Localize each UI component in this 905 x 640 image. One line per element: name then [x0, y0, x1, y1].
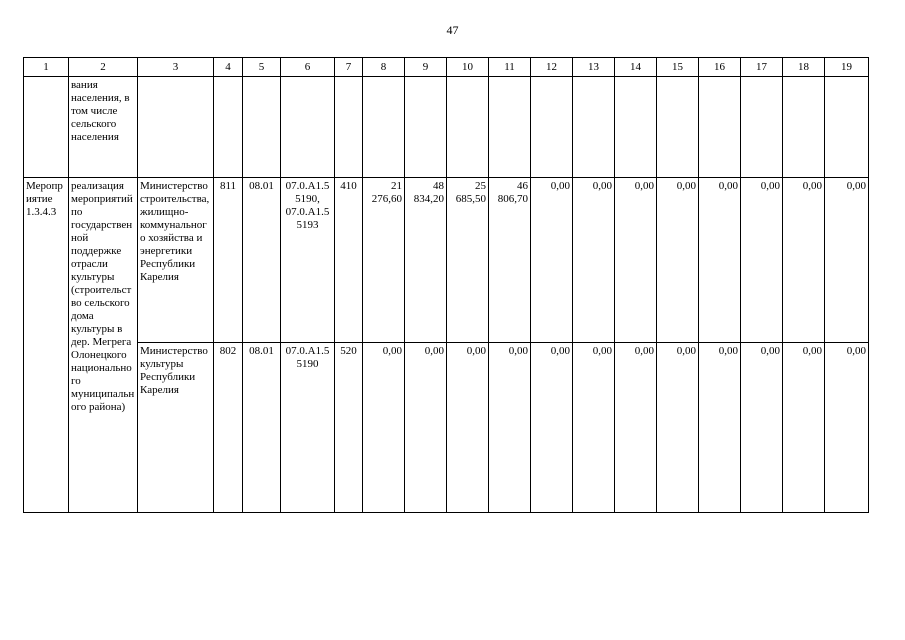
value-cell: 0,00 — [573, 343, 615, 513]
executor-name: Министерство культуры Республики Карелия — [138, 343, 214, 513]
expense-type: 520 — [335, 343, 363, 513]
value-cell: 0,00 — [531, 343, 573, 513]
column-header: 18 — [783, 58, 825, 77]
table-cell — [405, 77, 447, 178]
column-header: 4 — [214, 58, 243, 77]
expense-type: 410 — [335, 178, 363, 343]
column-header: 13 — [573, 58, 615, 77]
target-article: 07.0.А1.55190, 07.0.А1.55193 — [281, 178, 335, 343]
grbs-code: 802 — [214, 343, 243, 513]
value-cell: 0,00 — [447, 343, 489, 513]
table-cell — [24, 77, 69, 178]
table-cell — [489, 77, 531, 178]
value-cell: 48 834,20 — [405, 178, 447, 343]
value-cell: 0,00 — [741, 178, 783, 343]
table-cell — [335, 77, 363, 178]
value-cell: 0,00 — [531, 178, 573, 343]
section-code: 08.01 — [243, 178, 281, 343]
column-header: 7 — [335, 58, 363, 77]
value-cell: 0,00 — [825, 178, 869, 343]
value-cell: 0,00 — [657, 343, 699, 513]
value-cell: 0,00 — [783, 178, 825, 343]
target-article: 07.0.А1.55190 — [281, 343, 335, 513]
table-cell — [281, 77, 335, 178]
table-cell — [615, 77, 657, 178]
table-cell — [243, 77, 281, 178]
table-cell — [214, 77, 243, 178]
column-header: 6 — [281, 58, 335, 77]
page-number: 47 — [446, 23, 459, 37]
value-cell: 0,00 — [405, 343, 447, 513]
table-row — [24, 178, 869, 343]
continuation-text: вания населения, в том числе сельского населения — [69, 77, 138, 178]
column-header: 17 — [741, 58, 783, 77]
grbs-code: 811 — [214, 178, 243, 343]
value-cell: 0,00 — [825, 343, 869, 513]
value-cell: 0,00 — [615, 343, 657, 513]
column-header: 14 — [615, 58, 657, 77]
table-cell — [447, 77, 489, 178]
column-header: 5 — [243, 58, 281, 77]
budget-table — [23, 57, 869, 513]
column-header: 16 — [699, 58, 741, 77]
value-cell: 21 276,60 — [363, 178, 405, 343]
value-cell: 0,00 — [615, 178, 657, 343]
value-cell: 0,00 — [699, 178, 741, 343]
table-cell — [363, 77, 405, 178]
value-cell: 0,00 — [489, 343, 531, 513]
table-cell — [657, 77, 699, 178]
table-row — [24, 343, 869, 513]
column-header: 19 — [825, 58, 869, 77]
column-header: 3 — [138, 58, 214, 77]
column-header: 12 — [531, 58, 573, 77]
column-header: 9 — [405, 58, 447, 77]
table-cell — [699, 77, 741, 178]
column-header: 8 — [363, 58, 405, 77]
table-cell — [138, 77, 214, 178]
measure-code: Мероприятие 1.3.4.3 — [24, 178, 69, 513]
column-header: 1 — [24, 58, 69, 77]
column-header: 10 — [447, 58, 489, 77]
section-code: 08.01 — [243, 343, 281, 513]
table-cell — [573, 77, 615, 178]
table-cell — [741, 77, 783, 178]
table-cell — [531, 77, 573, 178]
value-cell: 46 806,70 — [489, 178, 531, 343]
column-header: 11 — [489, 58, 531, 77]
executor-name: Министерство строительства, жилищно-коммунального хозяйства и энергетики Республики Карелия — [138, 178, 214, 343]
table-cell — [783, 77, 825, 178]
value-cell: 25 685,50 — [447, 178, 489, 343]
table-cell — [825, 77, 869, 178]
measure-description: реализация мероприятий по государственной поддержке отрасли культуры (строительство сельского дома культуры в дер. Мегрега Олонецкого национального муниципального района) — [69, 178, 138, 513]
value-cell: 0,00 — [699, 343, 741, 513]
value-cell: 0,00 — [573, 178, 615, 343]
value-cell: 0,00 — [741, 343, 783, 513]
value-cell: 0,00 — [363, 343, 405, 513]
column-header: 2 — [69, 58, 138, 77]
header-row — [24, 58, 869, 77]
continuation-row — [24, 77, 869, 178]
value-cell: 0,00 — [783, 343, 825, 513]
column-header: 15 — [657, 58, 699, 77]
value-cell: 0,00 — [657, 178, 699, 343]
